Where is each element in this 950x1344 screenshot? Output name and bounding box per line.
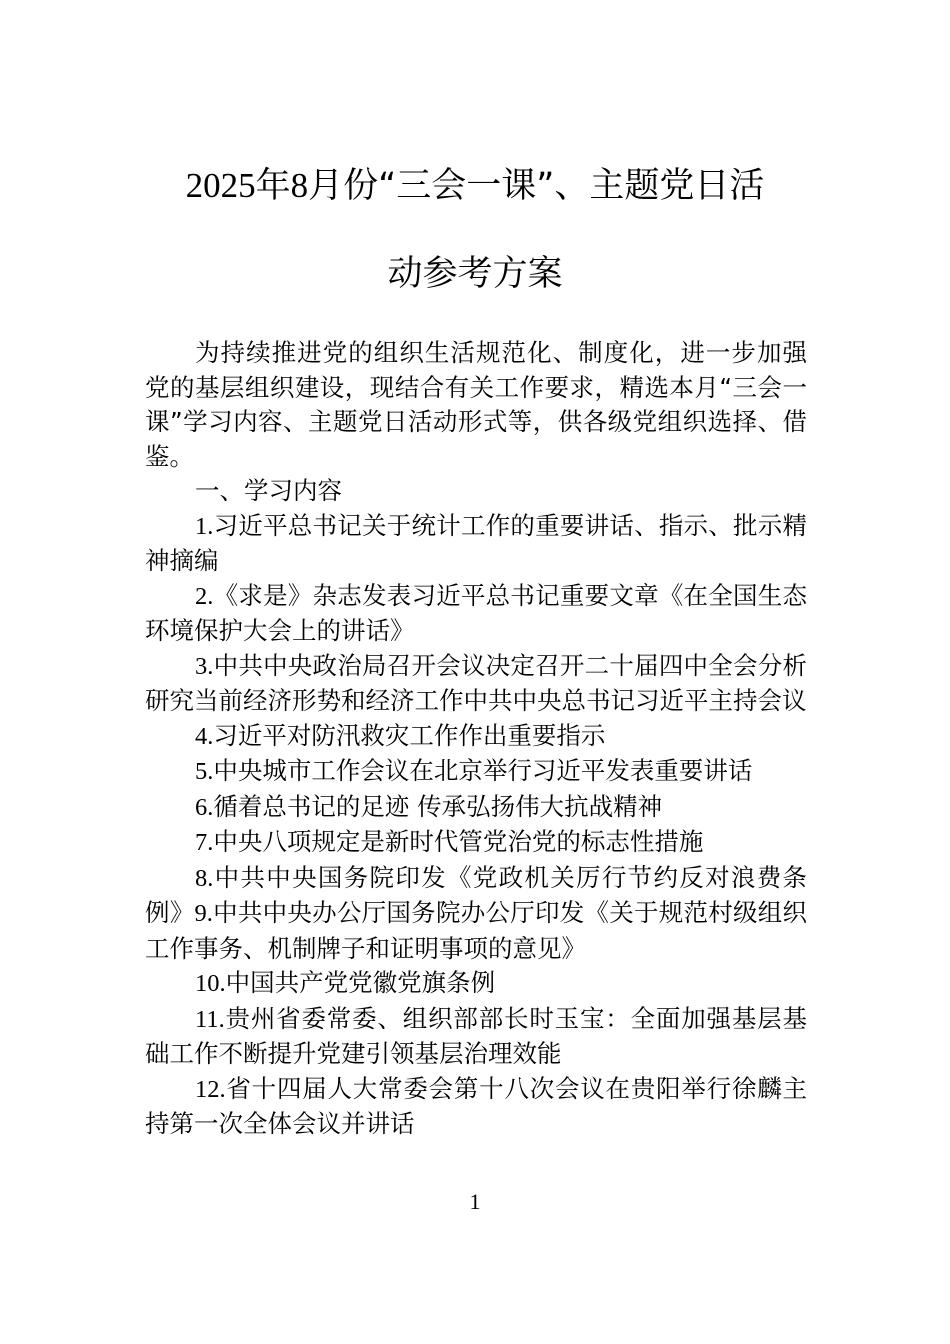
list-item <box>145 1002 807 1072</box>
list-item-text: 省十四届人大常委会第十八次会议在贵阳举行徐麟主持第一次全体会议并讲话 <box>145 1073 807 1138</box>
list-item-text: 中央城市工作会议在北京举行习近平发表重要讲话 <box>213 756 753 785</box>
list-item <box>145 579 807 649</box>
list-item-text: 中国共产党党徽党旗条例 <box>225 968 496 997</box>
list-item-number: 9. <box>194 900 213 927</box>
list-item-text: 习近平总书记关于统计工作的重要讲话、指示、批示精神摘编 <box>145 510 807 575</box>
list-item <box>145 861 807 967</box>
list-item-text: 贵州省委常委、组织部部长时玉宝：全面加强基层基础工作不断提升党建引领基层治理效能 <box>145 1003 807 1068</box>
list-item <box>145 966 807 1002</box>
document-body <box>145 336 807 1142</box>
list-item <box>145 719 807 755</box>
list-item-number: 12. <box>195 1075 226 1103</box>
list-item-number: 3. <box>195 652 214 680</box>
list-item <box>145 754 807 790</box>
list-item <box>145 790 807 826</box>
list-item-number: 8. <box>195 864 214 892</box>
list-item-number: 5. <box>195 758 214 785</box>
list-item-text: 循着总书记的足迹 传承弘扬伟大抗战精神 <box>213 791 663 821</box>
list-item-number: 11. <box>195 1005 225 1033</box>
list-item-text: 中共中央办公厅国务院办公厅印发《关于规范村级组织工作事务、机制牌子和证明事项的意见》 <box>145 898 808 963</box>
title-month: 8 <box>290 166 309 205</box>
list-item-text: 中央八项规定是新时代管党治党的标志性措施 <box>213 827 704 856</box>
list-item-text: 习近平对防汛救灾工作作出重要指示 <box>213 720 606 750</box>
title-line2: 动参考方案 <box>387 254 563 294</box>
list-item-number: 7. <box>195 829 214 856</box>
list-item-text: 中共中央国务院印发《党政机关厉行节约反对浪费条例》 <box>145 862 807 927</box>
title-year-suffix: 年 <box>255 166 291 206</box>
list-item-number: 2. <box>195 582 214 610</box>
list-item-number: 1. <box>195 512 214 540</box>
title-line1-text: 月份“三会一课”、主题党日活 <box>308 166 765 206</box>
list-item <box>145 1072 807 1142</box>
section-heading: 一、学习内容 <box>195 476 342 505</box>
list-item <box>145 649 807 719</box>
document-title <box>110 164 840 296</box>
list-item-number: 4. <box>195 722 214 750</box>
list-item <box>145 509 807 579</box>
page-number: 1 <box>469 1189 481 1214</box>
list-item-number: 6. <box>195 793 214 821</box>
intro-paragraph: 为持续推进党的组织生活规范化、制度化，进一步加强党的基层组织建设，现结合有关工作要求，精选本月“三会一课”学习内容、主题党日活动形式等，供各级党组织选择、借鉴。 <box>145 338 807 471</box>
title-year: 2025 <box>185 166 256 205</box>
list-item-text: 《求是》杂志发表习近平总书记重要文章《在全国生态环境保护大会上的讲话》 <box>145 580 807 645</box>
list-item-number: 10. <box>195 970 226 997</box>
list-item <box>145 825 807 861</box>
list-item-text: 中共中央政治局召开会议决定召开二十届四中全会分析研究当前经济形势和经济工作中共中央总书记习近平主持会议 <box>145 650 807 715</box>
